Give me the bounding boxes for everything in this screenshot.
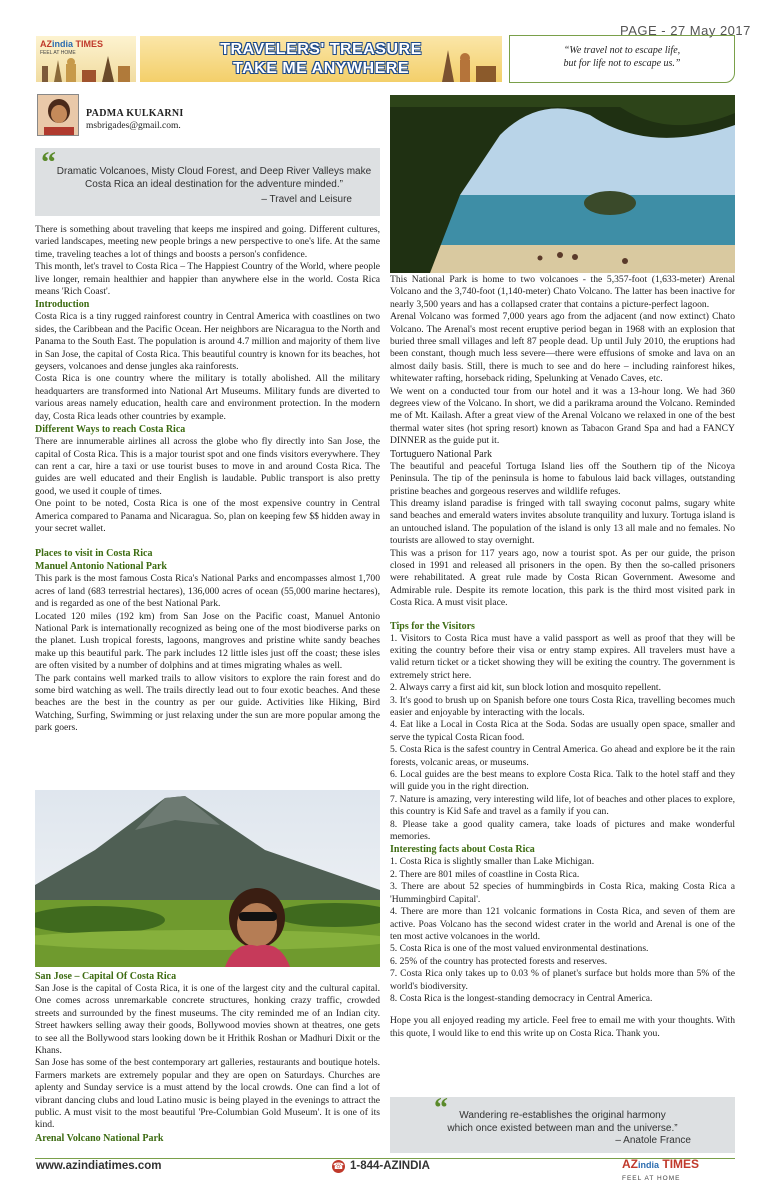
right-column — [390, 274, 735, 1040]
paragraph: Costa Rica is one country where the military is totally abolished. All the military headquarters are transformed into National Art Museums. Military funds are diverted to various areas namely education, health care and environment protection. In the modern day, Costa Rica leads other countries by example. — [35, 373, 380, 422]
section-heading: San Jose – Capital Of Costa Rica — [35, 971, 177, 982]
pullquote-attribution: – Travel and Leisure — [261, 194, 352, 205]
paragraph: This month, let's travel to Costa Rica – The Happiest Country of the World, where people live longer, remain healthier and happier than anywhere else in the world. Costa Rica means 'Rich Coast'. — [35, 261, 380, 298]
section-heading: Different Ways to reach Costa Rica — [35, 424, 186, 436]
facts-list — [390, 856, 735, 1005]
section-heading: Tips for the Visitors — [390, 620, 475, 632]
header-quote-line1: “We travel not to escape life, — [563, 45, 681, 56]
paragraph: San Jose has some of the best contemporary art galleries, restaurants and boutique hotels. Farmers markets are extremely popular and they are open on Saturdays. Churches are aplenty and Sunday service is a must attend by the local crowds. One can find a lot of vibrant dancing clubs and loud Latino music is being played in the evenings to attract the public. A must visit to the most beautiful 'Pre-Columbian Gold Museum'. It is one of its kind. — [35, 1057, 380, 1131]
header-quote-line2: but for life not to escape us.” — [563, 58, 681, 69]
masthead-logo: AZindia TIMES FEEL AT HOME — [36, 36, 136, 82]
paragraph: There is something about traveling that keeps me inspired and going. Different cultures, varied landscapes, meeting new people brings a new perspective to one's life. At the same time, traveling teaches a lot of things and boosts a person's confidence. — [35, 224, 380, 260]
phone-icon: ☎ — [332, 1161, 345, 1171]
pullquote-line1: Wandering re-establishes the original harmony — [459, 1110, 666, 1121]
pullquote-attribution: – Anatole France — [615, 1135, 691, 1146]
section-heading: Interesting facts about Costa Rica — [390, 844, 535, 856]
paragraph: We went on a conducted tour from our hotel and it was a 13-hour long. We had 360 degrees view of the Volcano. In short, we did a parikrama around the Volcano. Reminded me of Mt. Kailash. After a great view of the Arenal Volcano we relaxed in one of the best thermal water sites (hot spring resort) known as Tabacon Grand Spa and had a FANCY DINNER as the guide put it. — [390, 385, 735, 447]
list-item: 6. 25% of the country has protected forests and reserves. — [390, 955, 608, 967]
pullquote-text: Dramatic Volcanoes, Misty Cloud Forest, and Deep River Valleys make Costa Rica an ideal destination for the adventure minded.” — [56, 166, 372, 190]
paragraph: Located 120 miles (192 km) from San Jose on the Pacific coast, Manuel Antonio National Park is internationally recognized as being one of the most biodiverse parks on the planet. Lush tropical forests, lagoons, mangroves and pristine white sandy beaches make up this beautiful park. The park includes 12 little isles just off the coast; these isles are often visited by a number of dolphins and at times migrating whales as well. — [35, 610, 380, 672]
paragraph: The beautiful and peaceful Tortuga Island lies off the Southern tip of the Nicoya Peninsula. The tip of the peninsula is home to fabulous laid back villages, outstanding pristine beaches and gorgeous reserves and wildlife refuges. — [390, 460, 735, 497]
list-item: 1. Visitors to Costa Rica must have a valid passport as well as proof that they will be exiting the country before their visa or entry stamp expires. All travelers must have a valid return ticket or a ticket showing they will be exiting the country. The government is extremely strict here. — [390, 632, 735, 681]
skyline-icon — [432, 36, 502, 82]
left-column-bottom — [35, 970, 380, 1145]
paragraph: This dreamy island paradise is fringed with tall swaying coconut palms, sugary white sand beaches and emerald waters invites absolute tranquility and luxury. Tortuga island is an untouched island. The population of the island is only 13 all male and no females. No tourists are allowed to stay overnight. — [390, 497, 735, 547]
footer-logo: AZindia TIMES FEEL AT HOME — [622, 1157, 700, 1182]
author-email[interactable]: msbrigades@gmail.com. — [86, 121, 181, 131]
paragraph: San Jose is the capital of Costa Rica, it is one of the largest city and the cultural capital. One comes across unremarkable concrete structures, honking crazy traffic, crowded streets and surrounded by the finest museums. The city reminded me of an Indian city. Street hawkers selling away their goods, Bollywood movies shown at theatres, one gets to see all the Bollywood stars looking down be it Hrithik Roshan or Madhuri Dixit or the Khans. — [35, 983, 380, 1057]
landmarks-icon — [36, 36, 136, 82]
header-quote-box — [509, 35, 735, 83]
section-heading: Places to visit in Costa Rica — [35, 548, 153, 560]
avatar — [37, 94, 79, 136]
page-label: PAGE - 27 May 2017 — [620, 23, 751, 38]
paragraph: One point to be noted, Costa Rica is one of the most expensive country in Central America compared to Panama and Nicaragua. So, plan on keeping few $$ hidden away in your secret wallet. — [35, 498, 380, 534]
list-item: 5. Costa Rica is one of the most valued environmental destinations. — [390, 943, 649, 955]
volcano-photo — [35, 790, 380, 967]
paragraph: The park contains well marked trails to allow visitors to explore the rain forest and do some bird watching as well. The trails directly lead out to four exotic beaches. And these beaches are the best in the country as per our guide. Activities like Hiking, Bird Watching, Surfing, Swimming or just relaxing under the sun are more popular among the park goers. — [35, 672, 380, 734]
list-item: 8. Please take a good quality camera, take loads of pictures and make wonderful memories. — [390, 818, 735, 843]
quote-mark-icon: “ — [41, 146, 56, 179]
paragraph: Costa Rica is a tiny rugged rainforest country in Central America with coastlines on two sides, the Caribbean and the Pacific Ocean. Her neighbors are Nicaragua to the North and Panama to the South East. The population is around 4.7 million and majority of them live in San Jose, the capital of Costa Rica. This beautiful country is known for its beaches, hot geysers, volcanoes and dense jungles aka rainforests. — [35, 311, 380, 373]
list-item: 7. Costa Rica only takes up to 0.03 % of planet's surface but holds more than 5% of the world's biodiversity. — [390, 968, 735, 992]
banner — [140, 36, 502, 82]
list-item: 5. Costa Rica is the safest country in Central America. Go ahead and explore be it the rain forests, volcanic areas, or museums. — [390, 744, 735, 768]
section-heading: Arenal Volcano National Park — [35, 1132, 164, 1144]
pullquote-bottom — [390, 1093, 735, 1153]
banner-title: TRAVELERS' TREASURE — [220, 41, 422, 58]
list-item: 4. Eat like a Local in Costa Rica at the Soda. Sodas are usually open space, smaller and serve the typical Costa Rican food. — [390, 719, 735, 743]
paragraph: This National Park is home to two volcanoes - the 5,357-foot (1,633-meter) Arenal Volcano and the 3,740-foot (1,140-meter) Chato Volcano. The latter has been inactive for nearly 3,500 years and has a collapsed crater that contains a picture-perfect lagoon. — [390, 274, 735, 310]
left-column-top — [35, 224, 380, 735]
pullquote-top — [35, 148, 380, 216]
list-item: 4. There are more than 121 volcanic formations in Costa Rica, and seven of them are active. Poas Volcano has the second widest crater in the world and Arenal is one of the ten most active volcanoes in the world. — [390, 906, 735, 942]
paragraph: This park is the most famous Costa Rica's National Parks and encompasses almost 1,700 acres of land (683 terrestrial hectares), 136,000 acres of ocean (55,000 marine hectares), and is regarded as one of the best National Park. — [35, 573, 380, 610]
paragraph: This was a prison for 117 years ago, now a tourist spot. As per our guide, the prison closed in 1991 and released all prisoners in the open. By then the so-called prisoners were rehabilitated. A great rule made by Costa Rican Government. Awesome and Admirable rule. Despite its remote location, this park is the third most visited park in Costa Rica. A must visit place. — [390, 547, 735, 609]
footer-website[interactable]: www.azindiatimes.com — [36, 1160, 162, 1172]
section-heading: Introduction — [35, 299, 90, 311]
list-item: 8. Costa Rica is the longest-standing democracy in Central America. — [390, 992, 653, 1004]
quote-mark-icon: “ — [434, 1093, 448, 1124]
list-item: 2. Always carry a first aid kit, sun block lotion and mosquito repellent. — [390, 682, 661, 694]
section-heading: Manuel Antonio National Park — [35, 561, 167, 573]
list-item: 3. There are about 52 species of hummingbirds in Costa Rica, making Costa Rica a 'Hummingbird Capital'. — [390, 881, 735, 905]
list-item: 1. Costa Rica is slightly smaller than Lake Michigan. — [390, 856, 595, 868]
section-heading: Tortuguero National Park — [390, 448, 493, 460]
pullquote-line2: which once existed between man and the universe.” — [447, 1123, 678, 1134]
list-item: 2. There are 801 miles of coastline in Costa Rica. — [390, 868, 580, 880]
banner-subtitle: TAKE ME ANYWHERE — [233, 60, 409, 77]
paragraph: There are innumerable airlines all across the globe who fly directly into San Jose, the capital of Costa Rica. This is a major tourist spot and one finds visitors everywhere. They can rent a car, hire a taxi or use tourist buses to move in and around Costa Rica. The guides are well educated and their English is laudable. Public transport is also pretty good, we used it couple of times. — [35, 436, 380, 497]
author-name: PADMA KULKARNI — [86, 108, 184, 119]
beach-photo — [390, 95, 735, 273]
paragraph: Arenal Volcano was formed 7,000 years ago from the adjacent (and now extinct) Chato Volcano. The Arenal's most recent eruptive period began in 1968 with an explosion that buried three small villages and left 87 people dead. Up until July 2010, the eruptions had been constant, though much less severe—there were effusions of smoke and lava on an almost daily basis. Still, there is much to see and do here – including rainforest hikes, whitewater rafting, horseback riding, Spelunking at Venado Caves, etc. — [390, 311, 735, 385]
list-item: 7. Nature is amazing, very interesting wild life, lot of beaches and other places to explore, this country is Kid Safe and travel as a family if you can. — [390, 793, 735, 818]
list-item: 3. It's good to brush up on Spanish before one tours Costa Rica, travelling becomes much easier and enjoyable by interacting with the locals. — [390, 694, 735, 718]
tips-list — [390, 633, 735, 844]
closing-paragraph: Hope you all enjoyed reading my article. Feel free to email me with your thoughts. With this quote, I would like to end this write up on Costa Rica. Thank you. — [390, 1015, 735, 1039]
list-item: 6. Local guides are the best means to explore Costa Rica. Talk to the hotel staff and they will guide you in the right direction. — [390, 769, 735, 793]
footer-phone[interactable]: 1-844-AZINDIA — [350, 1160, 430, 1172]
